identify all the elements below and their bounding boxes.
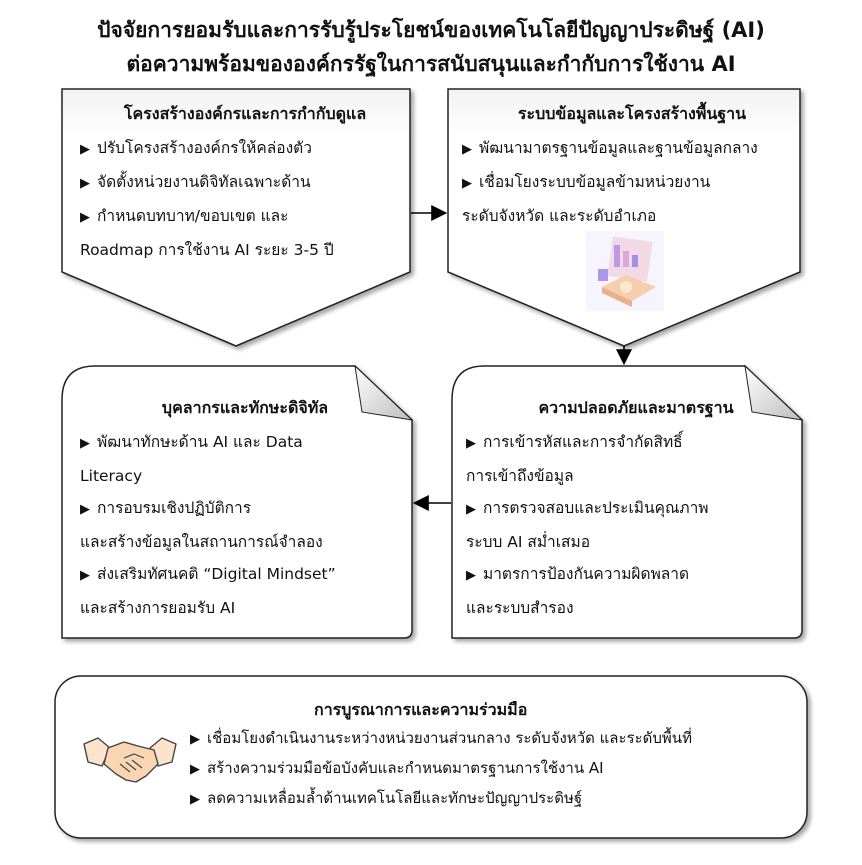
personnel-skills-lines: [80, 426, 410, 624]
security-standards-lines: [466, 426, 806, 624]
bullet-triangle-icon: ▶: [466, 436, 476, 451]
bullet-item-continuation: [80, 234, 410, 266]
security-standards-box: [466, 392, 806, 624]
bullet-text: ระดับจังหวัด และระดับอำเภอ: [462, 207, 657, 225]
bullet-item: [80, 426, 410, 460]
structure-governance-lines: [80, 132, 410, 266]
security-standards-heading: ความปลอดภัยและมาตรฐาน: [538, 398, 734, 417]
personnel-skills-heading: บุคลากรและทักษะดิจิทัล: [161, 398, 329, 417]
bullet-item: [462, 166, 802, 200]
bullet-triangle-icon: ▶: [462, 176, 472, 191]
integration-cooperation-heading: การบูรณาการและความร่วมมือ: [314, 700, 528, 719]
bullet-text: พัฒนามาตรฐานข้อมูลและฐานข้อมูลกลาง: [479, 139, 758, 157]
structure-governance-box: [80, 98, 410, 266]
bullet-item-continuation: [80, 460, 410, 492]
data-infrastructure-lines: [462, 132, 802, 232]
bullet-item: [466, 492, 806, 526]
bullet-text: จัดตั้งหน่วยงานดิจิทัลเฉพาะด้าน: [97, 173, 311, 191]
bullet-text: พัฒนาทักษะด้าน AI และ Data: [97, 433, 303, 451]
bullet-text: เชื่อมโยงระบบข้อมูลข้ามหน่วยงาน: [479, 173, 711, 191]
bullet-text: ปรับโครงสร้างองค์กรให้คล่องตัว: [97, 139, 312, 157]
bullet-text: ระบบ AI สม่ำเสมอ: [466, 533, 591, 551]
bullet-item-continuation: [466, 592, 806, 624]
bullet-text: การอบรมเชิงปฏิบัติการ: [97, 499, 252, 517]
bullet-text: ส่งเสริมทัศนคติ “Digital Mindset”: [97, 565, 336, 583]
bullet-item: [80, 200, 410, 234]
bullet-item-continuation: [466, 526, 806, 558]
personnel-skills-box: [80, 392, 410, 624]
bullet-triangle-icon: ▶: [80, 142, 90, 157]
bullet-item: [466, 426, 806, 460]
bullet-item: [466, 558, 806, 592]
integration-cooperation-lines: [190, 724, 810, 814]
bullet-item-continuation: [466, 460, 806, 492]
bullet-triangle-icon: ▶: [80, 176, 90, 191]
bullet-triangle-icon: ▶: [80, 568, 90, 583]
bullet-item: [462, 132, 802, 166]
structure-governance-heading: โครงสร้างองค์กรและการกำกับดูแล: [123, 104, 367, 123]
bullet-item: [190, 784, 810, 814]
bullet-text: Literacy: [80, 467, 143, 485]
bullet-text: และสร้างการยอมรับ AI: [80, 599, 236, 617]
bullet-text: การตรวจสอบและประเมินคุณภาพ: [483, 499, 709, 517]
data-infrastructure-box: [462, 98, 802, 232]
bullet-triangle-icon: ▶: [80, 436, 90, 451]
bullet-item: [80, 166, 410, 200]
bullet-triangle-icon: ▶: [190, 792, 200, 807]
bullet-text: การเข้ารหัสและการจำกัดสิทธิ์: [483, 433, 683, 451]
bullet-item: [190, 724, 810, 754]
bullet-triangle-icon: ▶: [466, 568, 476, 583]
integration-cooperation-box: [190, 696, 810, 814]
bullet-triangle-icon: ▶: [462, 142, 472, 157]
bullet-item-continuation: [80, 592, 410, 624]
bullet-item: [80, 492, 410, 526]
bullet-triangle-icon: ▶: [466, 502, 476, 517]
bullet-item: [190, 754, 810, 784]
bullet-text: กำหนดบทบาท/ขอบเขต และ: [97, 207, 289, 225]
bullet-item-continuation: [80, 526, 410, 558]
bullet-triangle-icon: ▶: [80, 502, 90, 517]
data-infrastructure-heading: ระบบข้อมูลและโครงสร้างพื้นฐาน: [517, 104, 747, 123]
bullet-triangle-icon: ▶: [80, 210, 90, 225]
handshake-icon: [80, 728, 180, 790]
bullet-text: การเข้าถึงข้อมูล: [466, 467, 574, 485]
bullet-item: [80, 558, 410, 592]
bullet-triangle-icon: ▶: [190, 732, 200, 747]
diagram-title-line-1: ปัจจัยการยอมรับและการรับรู้ประโยชน์ของเทคโนโลยีปัญญาประดิษฐ์ (AI): [97, 18, 765, 42]
bullet-text: Roadmap การใช้งาน AI ระยะ 3-5 ปี: [80, 241, 334, 259]
bullet-text: และระบบสำรอง: [466, 599, 574, 617]
bullet-text: มาตรการป้องกันความผิดพลาด: [483, 565, 690, 583]
bullet-text: และสร้างข้อมูลในสถานการณ์จำลอง: [80, 533, 323, 551]
data-dashboard-icon: [582, 225, 668, 315]
bullet-text: เชื่อมโยงดำเนินงานระหว่างหน่วยงานส่วนกลาง ระดับจังหวัด และระดับพื้นที่: [207, 729, 692, 747]
diagram-title-line-2: ต่อความพร้อมขององค์กรรัฐในการสนับสนุนและกำกับการใช้งาน AI: [126, 52, 736, 76]
bullet-triangle-icon: ▶: [190, 762, 200, 777]
bullet-item: [80, 132, 410, 166]
bullet-text: ลดความเหลื่อมล้ำด้านเทคโนโลยีและทักษะปัญญาประดิษฐ์: [207, 789, 583, 807]
bullet-text: สร้างความร่วมมือข้อบังคับและกำหนดมาตรฐานการใช้งาน AI: [207, 759, 604, 777]
